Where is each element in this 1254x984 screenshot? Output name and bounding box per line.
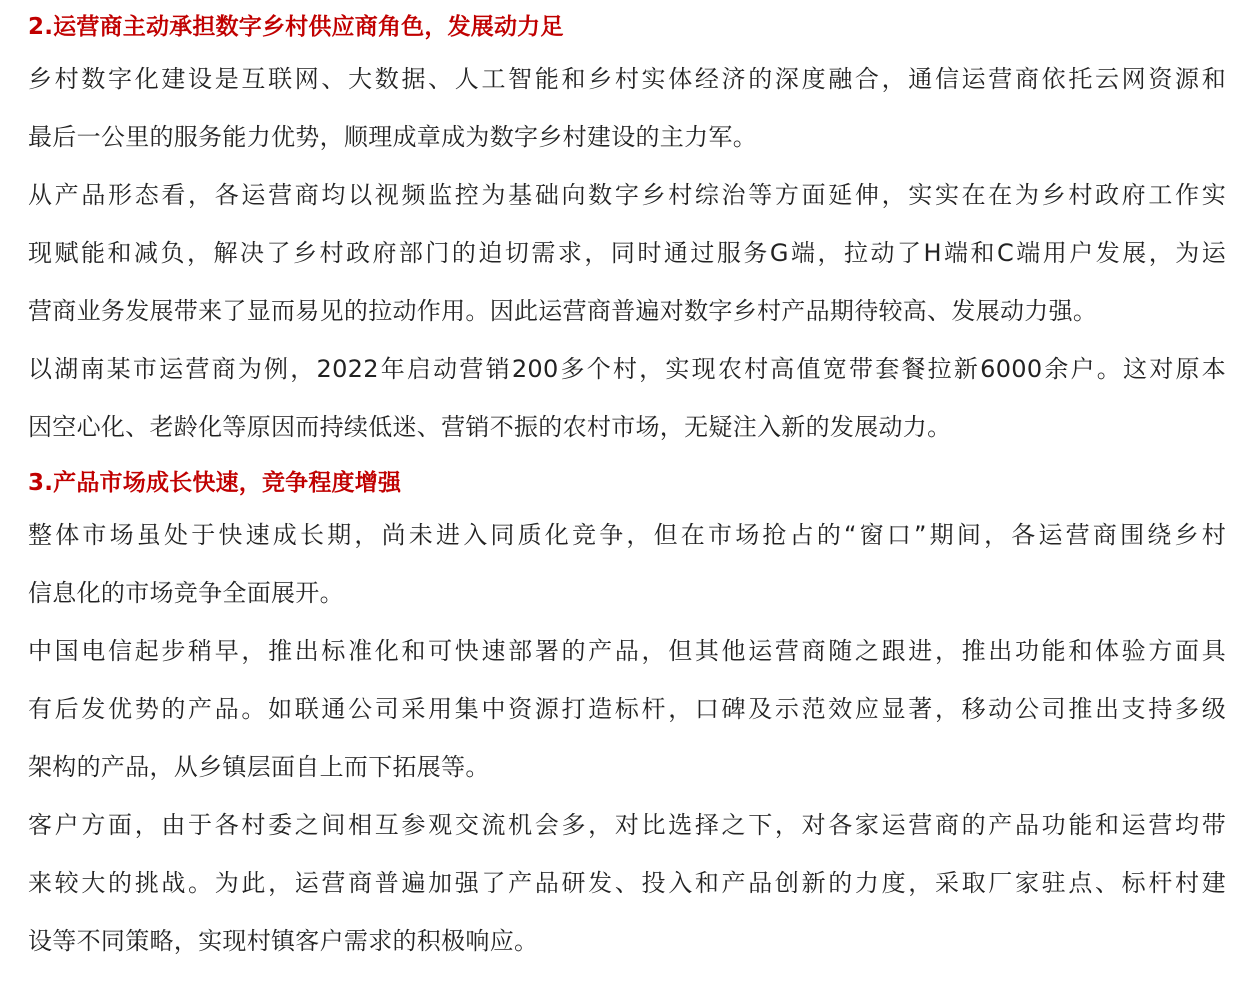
paragraph-china-telecom [28,622,1226,796]
paragraph-line: 设等不同策略，实现村镇客户需求的积极响应。 [28,927,539,955]
paragraph-line: 客户方面，由于各村委之间相互参观交流机会多，对比选择之下，对各家运营商的产品功能和运营均带 [28,811,1226,839]
paragraph-line: 有后发优势的产品。如联通公司采用集中资源打造标杆，口碑及示范效应显著，移动公司推出支持多级 [28,695,1226,723]
paragraph-line: 信息化的市场竞争全面展开。 [28,579,344,607]
section-heading-3: 3.产品市场成长快速，竞争程度增强 [28,470,402,496]
paragraph-customer-side [28,796,1226,970]
paragraph-line: 最后一公里的服务能力优势，顺理成章成为数字乡村建设的主力军。 [28,123,757,151]
paragraph-line: 因空心化、老龄化等原因而持续低迷、营销不振的农村市场，无疑注入新的发展动力。 [28,413,952,441]
paragraph-line: 架构的产品，从乡镇层面自上而下拓展等。 [28,753,490,781]
paragraph-line: 乡村数字化建设是互联网、大数据、人工智能和乡村实体经济的深度融合，通信运营商依托云网资源和 [28,65,1226,93]
paragraph-line: 现赋能和减负，解决了乡村政府部门的迫切需求，同时通过服务G端，拉动了H端和C端用户发展，为运 [28,239,1226,267]
paragraph-line: 从产品形态看，各运营商均以视频监控为基础向数字乡村综治等方面延伸，实实在在为乡村政府工作实 [28,181,1226,209]
paragraph-market-growth [28,506,1226,622]
paragraph-digital-construction [28,50,1226,166]
paragraph-line: 以湖南某市运营商为例，2022年启动营销200多个村，实现农村高值宽带套餐拉新6000余户。这对原本 [28,355,1226,383]
paragraph-hunan-example [28,340,1226,456]
paragraph-line: 营商业务发展带来了显而易见的拉动作用。因此运营商普遍对数字乡村产品期待较高、发展动力强。 [28,297,1098,325]
paragraph-line: 整体市场虽处于快速成长期，尚未进入同质化竞争，但在市场抢占的“窗口”期间，各运营商围绕乡村 [28,521,1226,549]
paragraph-line: 来较大的挑战。为此，运营商普遍加强了产品研发、投入和产品创新的力度，采取厂家驻点、标杆村建 [28,869,1226,897]
paragraph-product-form [28,166,1226,340]
paragraph-line: 中国电信起步稍早，推出标准化和可快速部署的产品，但其他运营商随之跟进，推出功能和体验方面具 [28,637,1226,665]
section-heading-2: 2.运营商主动承担数字乡村供应商角色，发展动力足 [28,14,564,40]
